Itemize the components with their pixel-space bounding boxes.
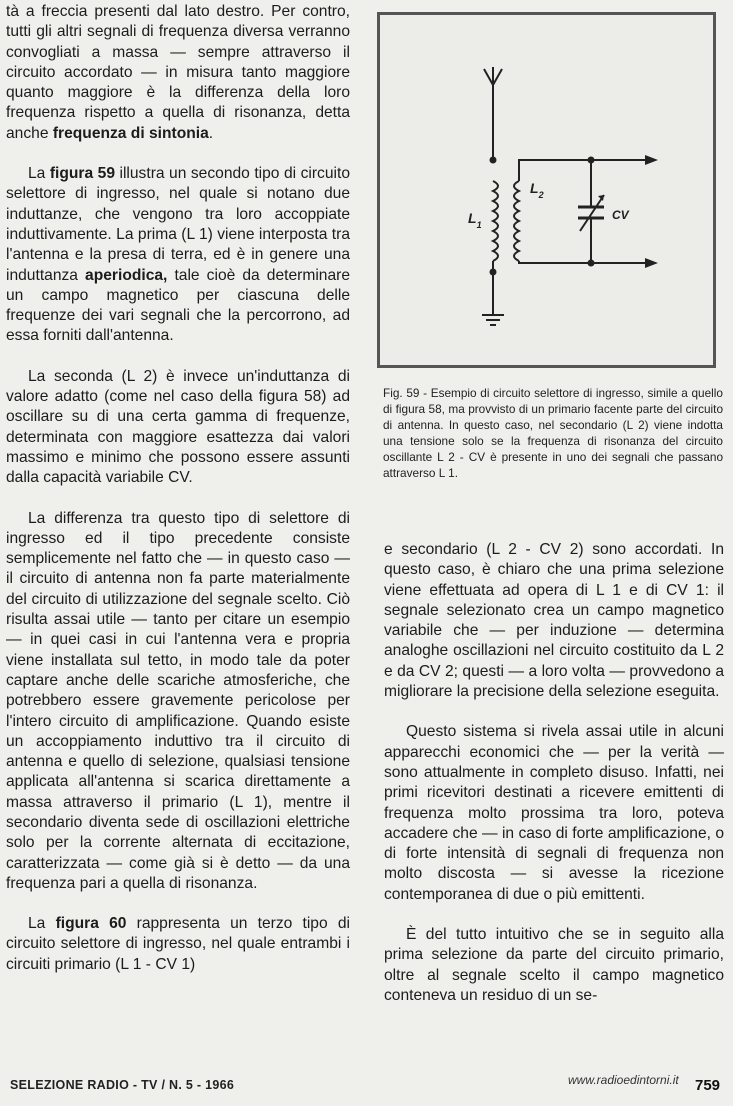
junction-dot (588, 260, 595, 267)
paragraph (6, 914, 350, 975)
paragraph (6, 164, 350, 347)
inductor-l1-icon (493, 181, 498, 261)
output-arrow-icon (645, 155, 658, 165)
label-l1: $L_1$ (468, 210, 482, 230)
paragraph: La seconda (L 2) è invece un'induttanza di valore adatto (come nel caso della figura 58) ad oscillare su di una certa gamma di frequenze, determinata con maggiore esattezza dai valori massimo e minimo che possono essere assunti dalla capacità variabile CV. (6, 367, 350, 487)
paragraph: e secondario (L 2 - CV 2) sono accordati. In questo caso, è chiaro che una prima selezione viene effettuata ad opera di L 1 e di CV 1: il segnale selezionato crea un campo magnetico variabile che — per induzione — determina analoghe oscillazioni nel circuito costituito da L 2 e da CV 2; questi — a loro volta — provvedono a migliorare la precisione della selezione eseguita. (384, 541, 724, 701)
bold-term: aperiodica, (85, 266, 168, 284)
watermark: www.radioedintorni.it (568, 1073, 679, 1087)
junction-dot (490, 157, 497, 164)
junction-dot (588, 157, 595, 164)
figure-ref: figura 60 (55, 915, 127, 933)
paragraph (6, 2, 350, 144)
paragraph: È del tutto intuitivo che se in seguito alla prima selezione da parte del circuito primario, oltre al segnale scelto il campo magnetico conteneva un residuo di un se- (384, 926, 724, 1004)
figure-ref: figura 59 (49, 165, 115, 183)
circuit-diagram (380, 15, 713, 365)
paragraph: La differenza tra questo tipo di selettore di ingresso ed il tipo precedente consiste semplicemente nel fatto che — in questo caso — il circuito di antenna non fa parte materialmente del circuito di utilizzazione del segnale scelto. Ciò risulta assai utile — tanto per citare un esempio — in quei casi in cui l'antenna vera e propria viene installata sul tetto, in modo tale da poter captare anche delle scariche atmosferiche, che potrebbero essere gravemente pericolose per l'intero circuito di amplificazione. Quando esiste un accoppiamento induttivo tra il circuito di antenna e quello di selezione, qualsiasi tensione applicata all'antenna si scarica direttamente a massa attraverso il primario (L 1), mentre il secondario diventa sede di oscillazioni elettriche solo per la corrente alternata di eccitazione, caratterizzata — come già si è detto — da una frequenza pari a quella di risonanza. (6, 509, 350, 892)
label-l2: $L_2$ (530, 180, 544, 200)
paragraph-text: tale cioè da determinare un campo magnetico per ciascuna delle frequenze dei vari segnali che la percorrono, ad essa forniti dall'antenna. (6, 266, 350, 345)
junction-dot (490, 269, 497, 276)
figure-caption: Fig. 59 - Esempio di circuito selettore di ingresso, simile a quello di figura 58, ma provvisto di un primario facente parte del circuito di antenna. In questo caso, nel secondario (L 2) viene indotta una tensione solo se la frequenza di risonanza del circuito oscillante L 2 - CV è presente in uno dei segnali che passano attraverso L 1. (383, 386, 723, 480)
paragraph-text: La (28, 915, 56, 933)
paragraph-text: rappresenta un terzo tipo di circuito selettore di ingresso, nel quale entrambi i circuiti primario (L 1 - CV 1) (6, 915, 350, 973)
right-column (384, 540, 724, 1006)
paragraph-text: La (28, 165, 50, 183)
figure-59-frame (377, 12, 716, 368)
paragraph-text: . (208, 124, 214, 142)
page-number: 759 (695, 1077, 721, 1094)
left-column (6, 2, 350, 975)
footer-magazine-title: SELEZIONE RADIO - TV / N. 5 - 1966 (10, 1078, 235, 1092)
output-arrow-icon (645, 258, 658, 268)
inductor-l2-icon (514, 181, 519, 261)
label-cv: CV (612, 208, 629, 222)
paragraph-text: illustra un secondo tipo di circuito selettore di ingresso, nel quale si notano due induttanze, che vengono tra loro accoppiate induttivamente. La prima (L 1) viene interposta tra l'antenna e la presa di terra, ed è in genere una induttanza (6, 165, 350, 284)
bold-term: frequenza di sintonia (52, 124, 209, 142)
paragraph: Questo sistema si rivela assai utile in alcuni apparecchi economici che — per la verità — sono attualmente in completo disuso. Infatti, nei primi ricevitori destinati a ricevere emittenti di frequenza molto prossima tra loro, poteva accadere che — in caso di forte amplificazione, o di forte intensità di segnali di frequenza non molto discosta — si avesse la ricezione contemporanea di due o più emittenti. (384, 723, 724, 903)
paragraph-text: tà a freccia presenti dal lato destro. Per contro, tutti gli altri segnali di frequenza diversa verranno convogliati a massa — sempre attraverso il circuito accordato — in misura tanto maggiore quanto maggiore è la differenza della loro frequenza rispetto a quella di risonanza, detta anche (6, 3, 350, 142)
wire-bottom (519, 261, 645, 263)
wire-top (519, 160, 645, 181)
